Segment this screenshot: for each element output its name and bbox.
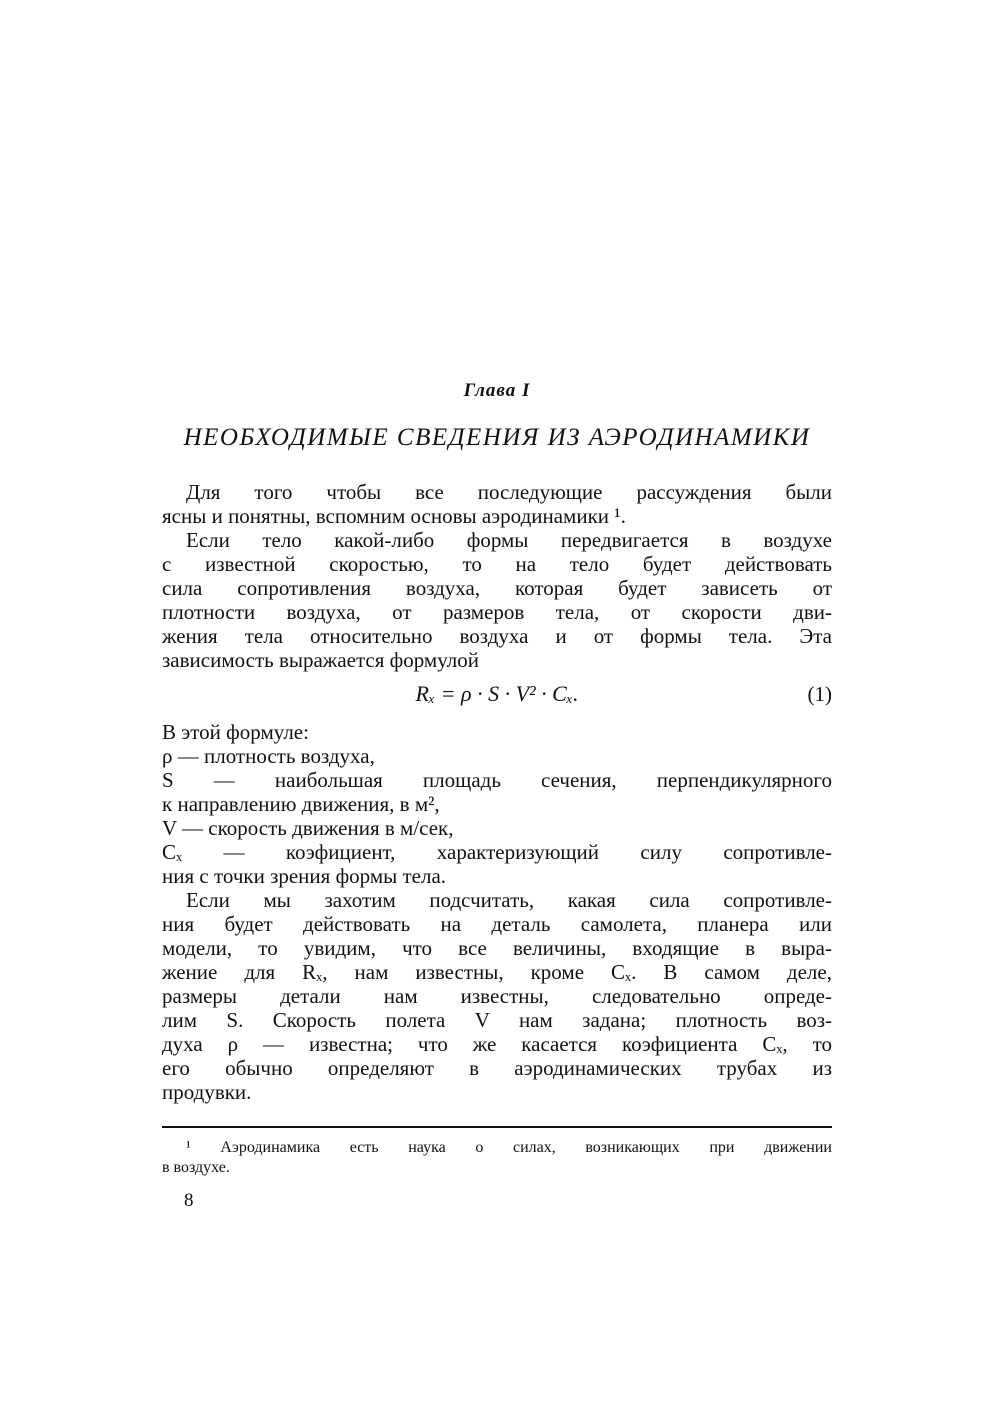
text-line: жения тела относительно воздуха и от формы тела. Эта xyxy=(162,624,832,648)
text-line: сила сопротивления воздуха, которая будет зависеть от xyxy=(162,576,832,600)
definitions-intro: В этой формуле: xyxy=(162,720,309,744)
formula-row xyxy=(162,678,832,718)
text-line: жение для Rₓ, нам известны, кроме Cₓ. В самом деле, xyxy=(162,960,832,984)
text-line: духа ρ — известна; что же касается коэфициента Cₓ, то xyxy=(162,1032,832,1056)
footnote xyxy=(162,1138,832,1178)
text-line: плотности воздуха, от размеров тела, от скорости дви- xyxy=(162,600,832,624)
paragraph-intro xyxy=(162,480,832,528)
text-line: ясны и понятны, вспомним основы аэродинамики ¹. xyxy=(162,504,626,528)
body-text xyxy=(162,480,832,1104)
text-line: размеры детали нам известны, следовательно опреде- xyxy=(162,984,832,1008)
paragraph-resistance xyxy=(162,528,832,672)
text-line: его обычно определяют в аэродинамических трубах из xyxy=(162,1056,832,1080)
text-line: Для того чтобы все последующие рассуждения были xyxy=(186,480,832,504)
text-line: с известной скоростью, то на тело будет действовать xyxy=(162,552,832,576)
drag-formula: Rₓ = ρ · S · V² · Cₓ. xyxy=(415,681,579,706)
footnote-line: в воздухе. xyxy=(162,1159,230,1176)
text-line: модели, то увидим, что все величины, входящие в выра- xyxy=(162,936,832,960)
definitions-list xyxy=(162,720,832,888)
text-line: лим S. Скорость полета V нам задана; плотность воз- xyxy=(162,1008,832,1032)
definition-rho: ρ — плотность воздуха, xyxy=(162,744,375,768)
chapter-label: Глава I xyxy=(463,380,531,401)
footnote-line: ¹ Аэродинамика есть наука о силах, возникающих при движении xyxy=(186,1139,832,1156)
definition-v: V — скорость движения в м/сек, xyxy=(162,816,454,840)
page-number: 8 xyxy=(184,1190,194,1211)
text-line: Если мы захотим подсчитать, какая сила сопротивле- xyxy=(186,888,832,912)
text-line: Если тело какой-либо формы передвигается в воздухе xyxy=(186,528,832,552)
definition-cx-continued: ния с точки зрения формы тела. xyxy=(162,864,447,888)
footnote-divider xyxy=(162,1126,832,1128)
book-page xyxy=(162,380,832,1212)
paragraph-calculation xyxy=(162,888,832,1104)
text-line: продувки. xyxy=(162,1080,252,1104)
text-line: ния будет действовать на деталь самолета, планера или xyxy=(162,912,832,936)
definition-s: S — наибольшая площадь сечения, перпендикулярного xyxy=(162,768,832,792)
chapter-title: НЕОБХОДИМЫЕ СВЕДЕНИЯ ИЗ АЭРОДИНАМИКИ xyxy=(183,424,811,451)
text-line: зависимость выражается формулой xyxy=(162,648,479,672)
formula-number: (1) xyxy=(807,682,832,706)
definition-s-continued: к направлению движения, в м², xyxy=(162,792,440,816)
definition-cx: Cₓ — коэфициент, характеризующий силу сопротивле- xyxy=(162,840,832,864)
